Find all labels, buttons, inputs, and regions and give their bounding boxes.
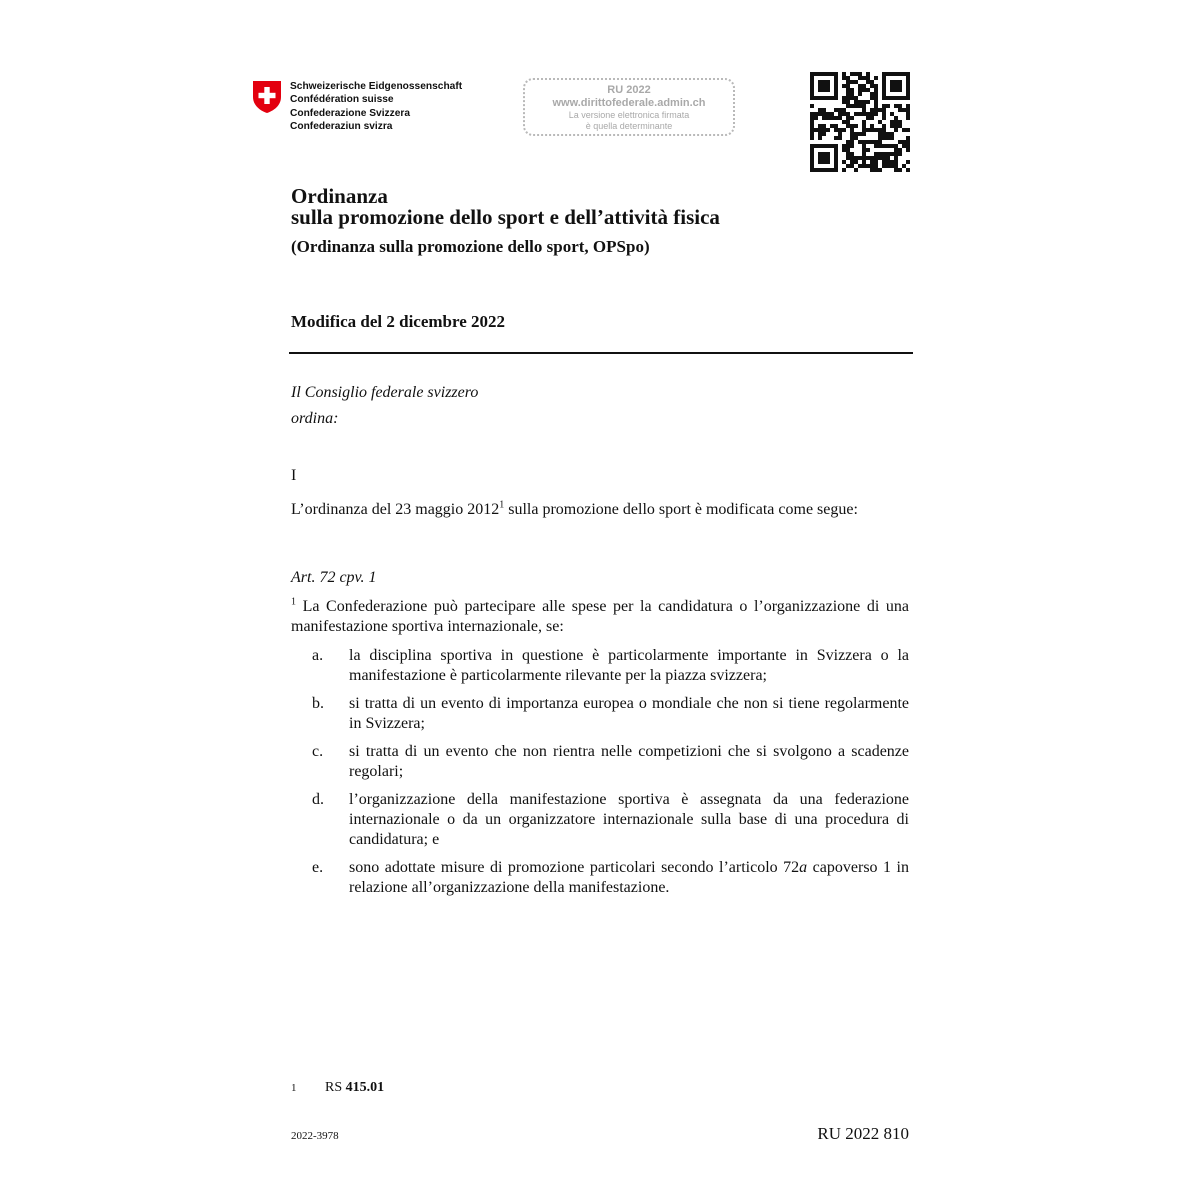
list-item-letter: b. [312, 695, 324, 712]
title-line-2: sulla promozione dello sport e dell’attività fisica [291, 205, 720, 229]
stamp-website: www.dirittofederale.admin.ch [552, 97, 706, 109]
list-item-letter: a. [312, 647, 324, 664]
qr-code-icon [810, 72, 910, 172]
list-item [291, 694, 909, 734]
page-reference: RU 2022 810 [817, 1124, 909, 1143]
list-item-letter: e. [312, 859, 324, 876]
stamp-collection: RU 2022 [607, 84, 651, 96]
paragraph-number: 1 [291, 596, 296, 608]
article-paragraph [291, 597, 909, 637]
federal-logo [252, 80, 552, 140]
list-item-text: si tratta di un evento che non rientra nelle competizioni che si svolgono a scadenze regolari; [349, 743, 909, 780]
federal-name-rm: Confederaziun svizra [290, 121, 393, 133]
paragraph-text-before: L’ordinanza del 23 maggio 2012 [291, 501, 500, 518]
list-item-letter: d. [312, 791, 324, 808]
federal-name-fr: Confédération suisse [290, 94, 394, 106]
document-id: 2022-3978 [291, 1130, 339, 1142]
stamp-note-2: è quella determinante [585, 121, 673, 131]
list-item [291, 646, 909, 686]
title-line-1: Ordinanza [291, 184, 388, 208]
list-item-text: si tratta di un evento di importanza europea o mondiale che non si tiene regolarmente in Svizzera; [349, 695, 909, 732]
list-item-text [349, 858, 909, 898]
document-title [291, 186, 911, 228]
federal-names [290, 80, 462, 134]
footnote-number: 1 [291, 1082, 297, 1094]
publication-stamp [523, 78, 735, 136]
list-item [291, 742, 909, 782]
preamble [291, 383, 478, 435]
list-item-text: la disciplina sportiva in questione è particolarmente importante in Svizzera o la manifestazione è particolarmente rilevante per la piazza svizzera; [349, 647, 909, 684]
section-number: I [291, 467, 297, 484]
list-item [291, 790, 909, 850]
swiss-cross-shield-icon [252, 80, 282, 114]
list-item-letter: c. [312, 743, 324, 760]
preamble-line-2: ordina: [291, 410, 339, 427]
footnote-prefix: RS [325, 1080, 346, 1095]
list-item-text: l’organizzazione della manifestazione sportiva è assegnata da una federazione internazionale o da un organizzatore internazionale sulla base di una procedura di candidatura; e [349, 791, 909, 848]
footnote-reference-number[interactable]: 415.01 [345, 1080, 385, 1095]
stamp-note-1: La versione elettronica firmata [568, 110, 690, 120]
amendment-date: Modifica del 2 dicembre 2022 [291, 312, 506, 331]
title-divider [289, 352, 913, 354]
footnote [291, 1079, 384, 1097]
conditions-list [291, 646, 909, 906]
preamble-line-1: Il Consiglio federale svizzero [291, 384, 479, 401]
amendment-paragraph [291, 500, 909, 520]
list-item-text-before: sono adottate misure di promozione particolari secondo l’articolo 72 [349, 859, 800, 876]
list-item-text-italic: a [799, 859, 808, 876]
list-item [291, 858, 909, 898]
list-item-text-after: capoverso 1 in relazione all’organizzazione della manifestazione. [349, 859, 910, 896]
article-paragraph-text: La Confederazione può partecipare alle spese per la candidatura o l’organizzazione di una manifestazione sportiva internazionale, se: [291, 598, 909, 635]
footnote-reference[interactable]: 1 [499, 499, 505, 511]
document-subtitle: (Ordinanza sulla promozione dello sport, OPSpo) [291, 237, 650, 256]
federal-name-it: Confederazione Svizzera [290, 107, 411, 119]
paragraph-text-after: sulla promozione dello sport è modificata come segue: [504, 501, 858, 518]
federal-name-de: Schweizerische Eidgenossenschaft [290, 81, 463, 92]
article-heading: Art. 72 cpv. 1 [291, 569, 377, 586]
